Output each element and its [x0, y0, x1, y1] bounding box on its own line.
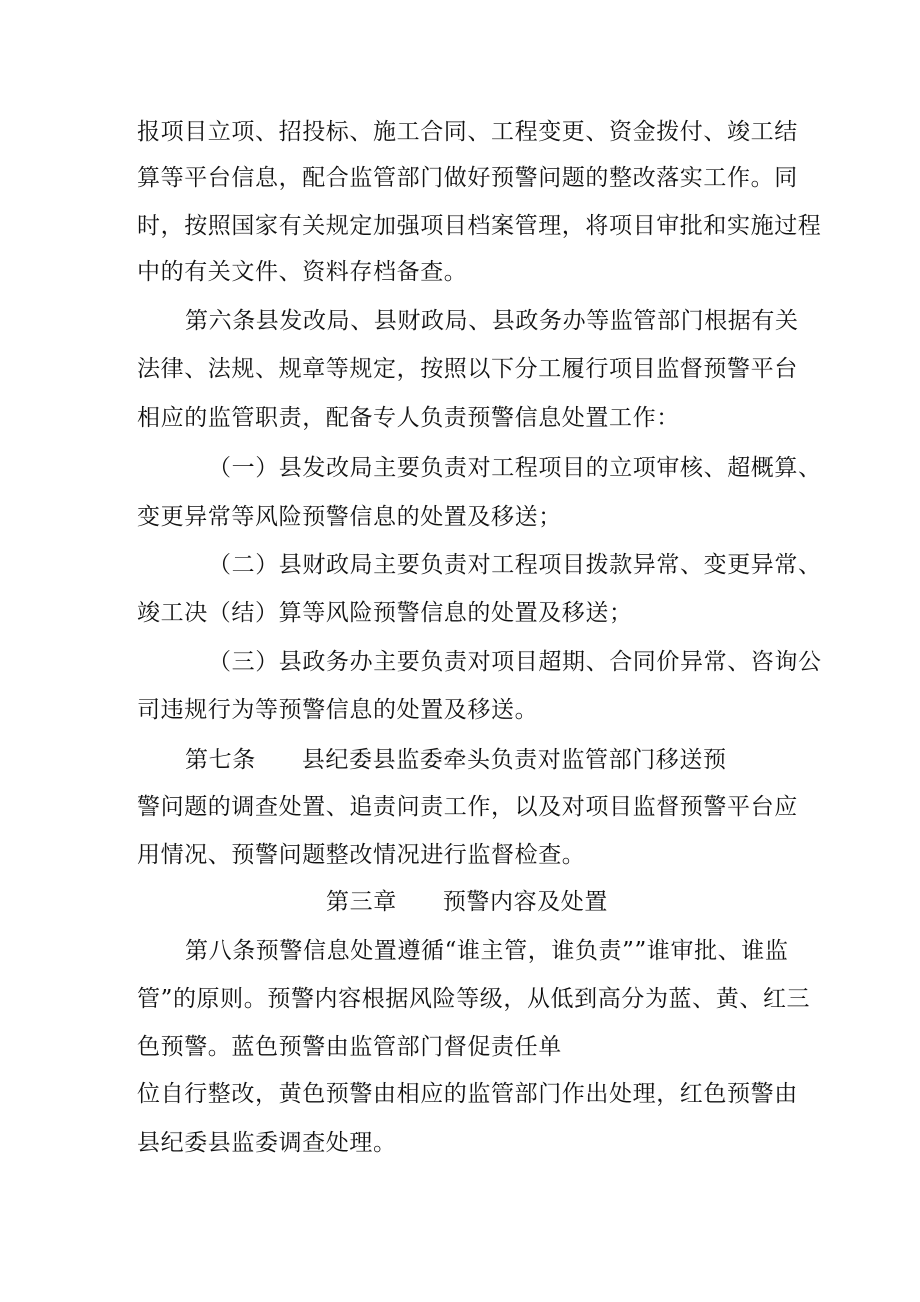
- text-line: 法律、法规、规章等规定，按照以下分工履行项目监督预警平台: [137, 356, 798, 382]
- text-line: 时，按照国家有关规定加强项目档案管理，将项目审批和实施过程: [137, 213, 822, 239]
- text-line: 变更异常等风险预警信息的处置及移送；: [137, 504, 562, 530]
- text-line: 中的有关文件、资料存档备查。: [137, 259, 468, 285]
- text-line: 管”的原则。预警内容根据风险等级，从低到高分为蓝、黄、红三: [137, 986, 811, 1012]
- article-8-first-line: 第八条预警信息处置遵循“谁主管，谁负责””谁审批、谁监: [185, 938, 789, 964]
- chapter-title: 预警内容及处置: [442, 889, 609, 915]
- item-1-first-line: （一）县发改局主要负责对工程项目的立项审核、超概算、: [208, 455, 822, 481]
- chapter-label: 第三章: [326, 889, 397, 915]
- text-line: 用情况、预警问题整改情况进行监督检查。: [137, 842, 586, 868]
- text-line: 竣工决（结）算等风险预警信息的处置及移送；: [137, 600, 633, 626]
- article-7-label: 第七条: [185, 747, 256, 773]
- article-7-first-line: [185, 745, 727, 775]
- article-6-first-line: 第六条县发改局、县财政局、县政务办等监管部门根据有关: [185, 308, 799, 334]
- text-line: 报项目立项、招投标、施工合同、工程变更、资金拨付、竣工结: [137, 119, 798, 145]
- text-line: 警问题的调查处置、追责问责工作，以及对项目监督预警平台应: [137, 794, 798, 820]
- article-7-text: 县纪委县监委牵头负责对监管部门移送预: [301, 747, 727, 773]
- text-line: 色预警。蓝色预警由监管部门督促责任单: [137, 1034, 562, 1060]
- text-line: 县纪委县监委调查处理。: [137, 1130, 397, 1156]
- text-line: 算等平台信息，配合监管部门做好预警问题的整改落实工作。同: [137, 165, 798, 191]
- chapter-heading: [326, 887, 608, 917]
- text-line: 位自行整改，黄色预警由相应的监管部门作出处理，红色预警由: [137, 1081, 798, 1107]
- item-2-first-line: （二）县财政局主要负责对工程项目拨款异常、变更异常、: [208, 552, 822, 578]
- text-line: 司违规行为等预警信息的处置及移送。: [137, 697, 539, 723]
- text-line: 相应的监管职责，配备专人负责预警信息处置工作：: [137, 405, 680, 431]
- item-3-first-line: （三）县政务办主要负责对项目超期、合同价异常、咨询公: [208, 649, 822, 675]
